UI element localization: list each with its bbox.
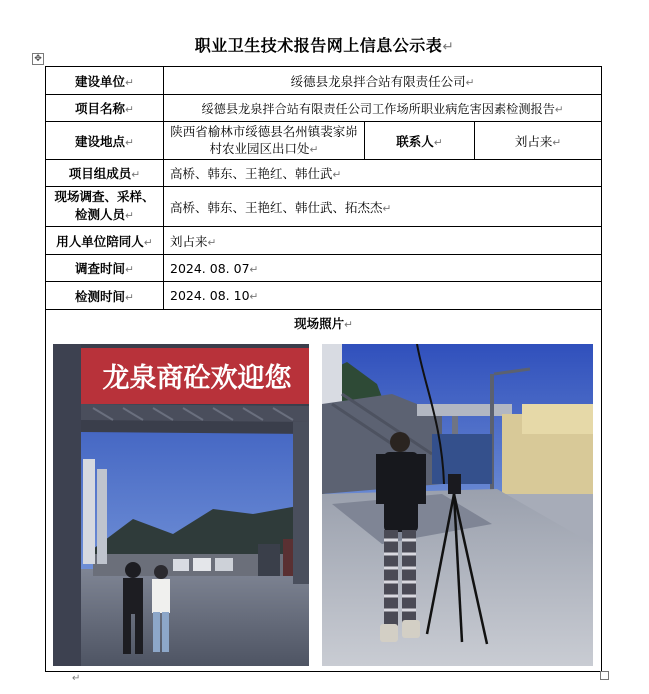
survey-time-value: 2024. 08. 07↵ (164, 255, 602, 282)
site-photo-entrance (53, 344, 309, 666)
project-name-value: 绥德县龙泉拌合站有限责任公司工作场所职业病危害因素检测报告↵ (164, 95, 602, 122)
escort-value: 刘占来↵ (164, 227, 602, 255)
table-row (46, 95, 602, 122)
table-row (46, 122, 602, 160)
project-team-label: 项目组成员↵ (46, 160, 164, 187)
entrance-photo-image (53, 344, 309, 666)
table-row (46, 255, 602, 282)
welcome-sign-text: 龙泉商砼欢迎您 (102, 363, 292, 394)
table-row (46, 282, 602, 310)
field-staff-label: 现场调查、采样、检测人员↵ (46, 187, 164, 227)
construction-unit-label: 建设单位↵ (46, 67, 164, 95)
contact-person-value: 刘占来↵ (475, 122, 602, 160)
project-name-label: 项目名称↵ (46, 95, 164, 122)
escort-label: 用人单位陪同人↵ (46, 227, 164, 255)
table-row (46, 160, 602, 187)
site-photos-cell (46, 310, 602, 672)
paragraph-mark: ↵ (72, 673, 81, 684)
table-move-handle[interactable]: ✥ (32, 53, 44, 65)
testing-photo-image (322, 344, 593, 666)
document-title: 职业卫生技术报告网上信息公示表↵ (194, 36, 455, 55)
construction-unit-value: 绥德县龙泉拌合站有限责任公司↵ (164, 67, 602, 95)
table-resize-handle[interactable] (600, 671, 609, 680)
table-row (46, 227, 602, 255)
project-team-value: 高桥、韩东、王艳红、韩仕武↵ (164, 160, 602, 187)
site-photos-label: 现场照片↵ (294, 316, 353, 331)
construction-location-value: 陕西省榆林市绥德县名州镇裴家峁村农业园区出口处↵ (164, 122, 365, 160)
info-table (45, 66, 602, 672)
field-staff-value: 高桥、韩东、王艳红、韩仕武、拓杰杰↵ (164, 187, 602, 227)
table-row (46, 67, 602, 95)
test-time-label: 检测时间↵ (46, 282, 164, 310)
survey-time-label: 调查时间↵ (46, 255, 164, 282)
site-photo-testing (322, 344, 593, 666)
table-row (46, 310, 602, 672)
construction-location-label: 建设地点↵ (46, 122, 164, 160)
contact-person-label: 联系人↵ (365, 122, 475, 160)
table-row (46, 187, 602, 227)
test-time-value: 2024. 08. 10↵ (164, 282, 602, 310)
